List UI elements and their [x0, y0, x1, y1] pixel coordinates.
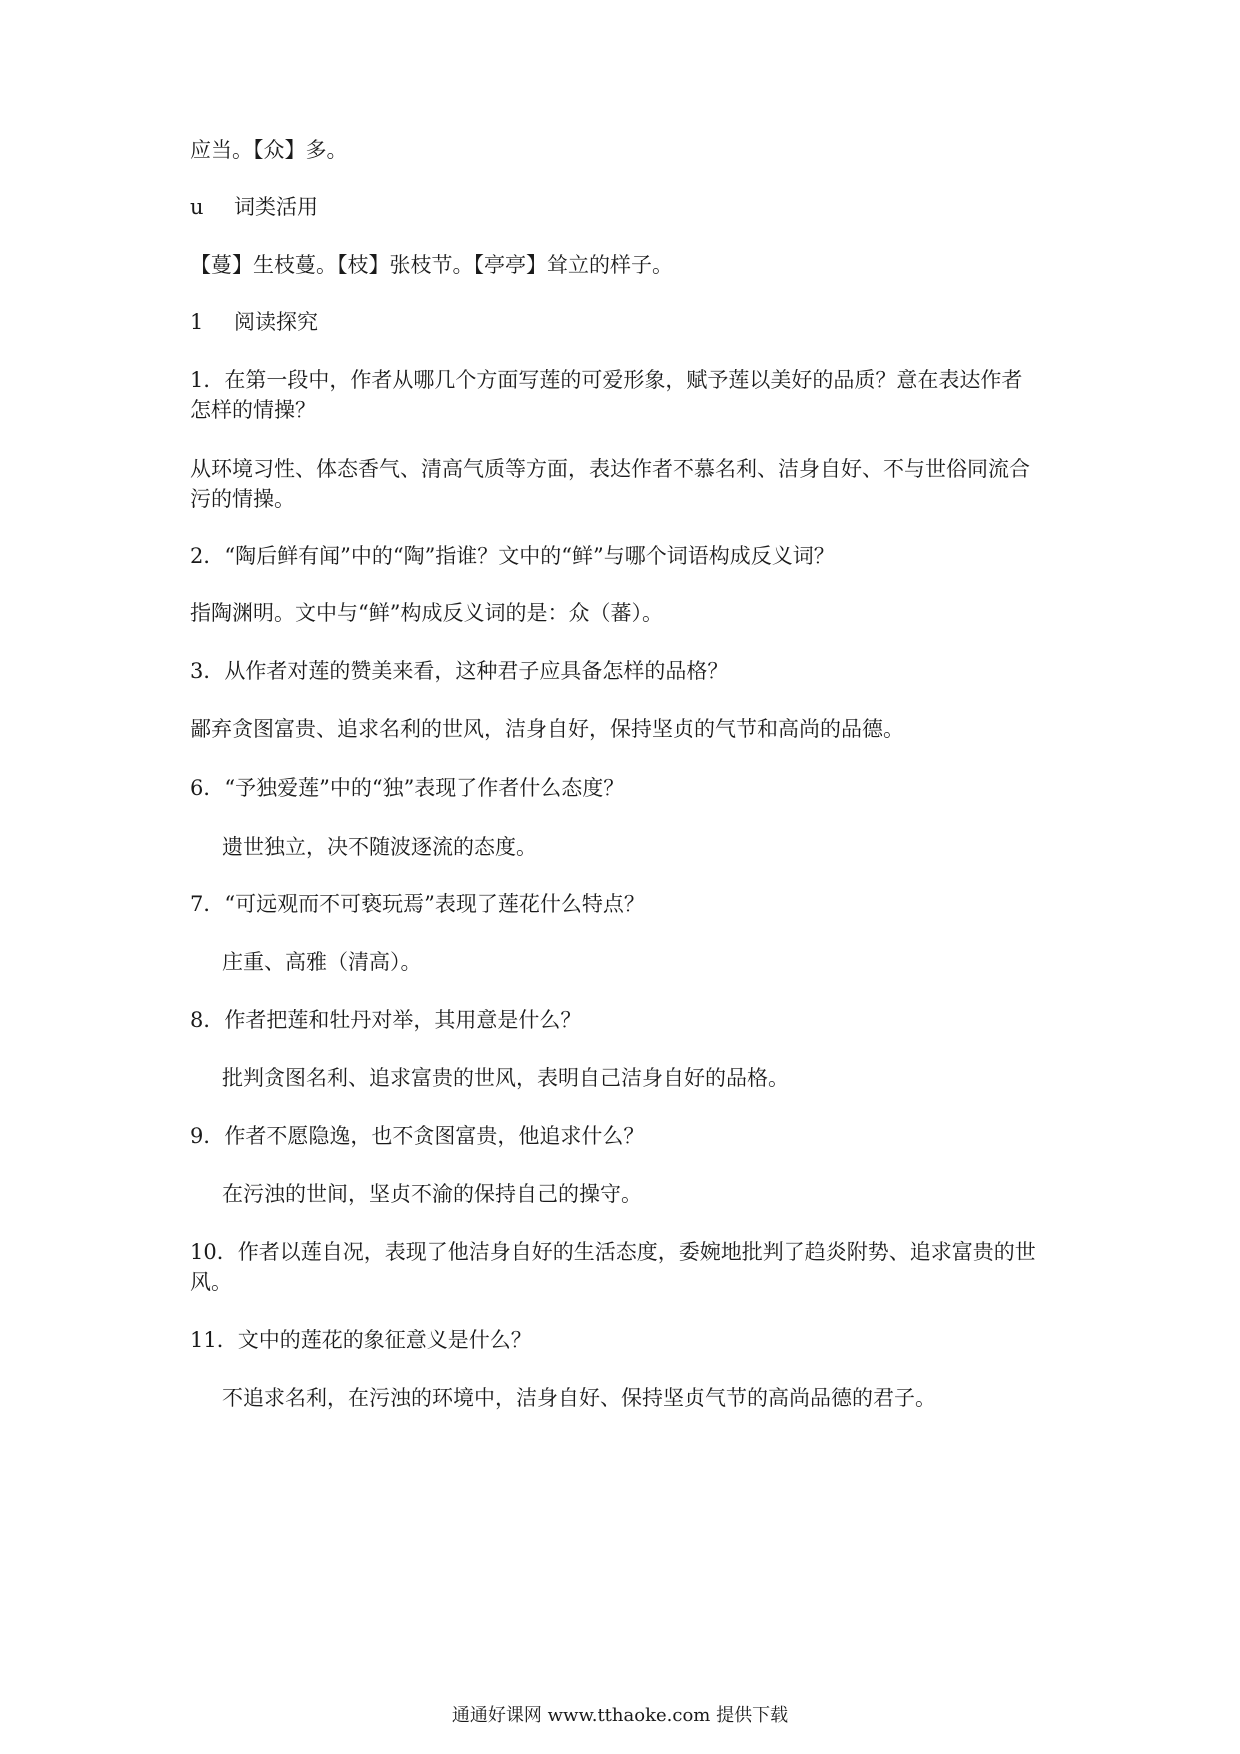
question-1-line-2: 怎样的情操？: [190, 398, 316, 422]
answer-11: 不追求名利，在污浊的环境中，洁身自好、保持坚贞气节的高尚品德的君子。: [222, 1386, 936, 1410]
answer-1-line-2: 污的情操。: [190, 487, 295, 511]
question-1-line-1: 1．在第一段中，作者从哪几个方面写莲的可爱形象，赋予莲以美好的品质？意在表达作者: [190, 368, 1023, 392]
answer-8: 批判贪图名利、追求富贵的世风，表明自己洁身自好的品格。: [222, 1066, 789, 1090]
bullet-marker: u: [190, 195, 204, 219]
section-heading-reading: [190, 306, 1070, 338]
answer-7: 庄重、高雅（清高）。: [222, 950, 422, 974]
answer-6: 遗世独立，决不随波逐流的态度。: [222, 835, 537, 859]
question-10-line-2: 风。: [190, 1270, 232, 1294]
question-10-line-1: 10．作者以莲自况，表现了他洁身自好的生活态度，委婉地批判了趋炎附势、追求富贵的世: [190, 1240, 1036, 1264]
answer-2: 指陶渊明。文中与“鲜”构成反义词的是：众（蕃）。: [190, 601, 663, 625]
text-line: 应当。【众】多。: [190, 138, 348, 162]
section-heading-word-class: [190, 191, 1070, 223]
question-8: 8．作者把莲和牡丹对举，其用意是什么？: [190, 1008, 582, 1032]
question-3: 3．从作者对莲的赞美来看，这种君子应具备怎样的品格？: [190, 659, 729, 683]
question-11: 11．文中的莲花的象征意义是什么？: [190, 1328, 532, 1352]
question-9: 9．作者不愿隐逸，也不贪图富贵，他追求什么？: [190, 1124, 645, 1148]
page-footer: 通通好课网 www.tthaoke.com 提供下载: [451, 1705, 789, 1726]
answer-3: 鄙弃贪图富贵、追求名利的世风，洁身自好，保持坚贞的气节和高尚的品德。: [190, 717, 904, 741]
question-2: 2．“陶后鲜有闻”中的“陶”指谁？文中的“鲜”与哪个词语构成反义词？: [190, 544, 835, 568]
question-7: 7．“可远观而不可亵玩焉”表现了莲花什么特点？: [190, 892, 645, 916]
answer-9: 在污浊的世间，坚贞不渝的保持自己的操守。: [222, 1182, 642, 1206]
text-line: 【蔓】生枝蔓。【枝】张枝节。【亭亭】耸立的样子。: [190, 253, 673, 277]
section-heading-label: 词类活用: [234, 195, 318, 219]
question-6: 6．“予独爱莲”中的“独”表现了作者什么态度？: [190, 776, 625, 800]
section-heading-label: 阅读探究: [234, 310, 318, 334]
answer-1-line-1: 从环境习性、体态香气、清高气质等方面，表达作者不慕名利、洁身自好、不与世俗同流合: [190, 457, 1030, 481]
bullet-marker: 1: [190, 310, 204, 334]
